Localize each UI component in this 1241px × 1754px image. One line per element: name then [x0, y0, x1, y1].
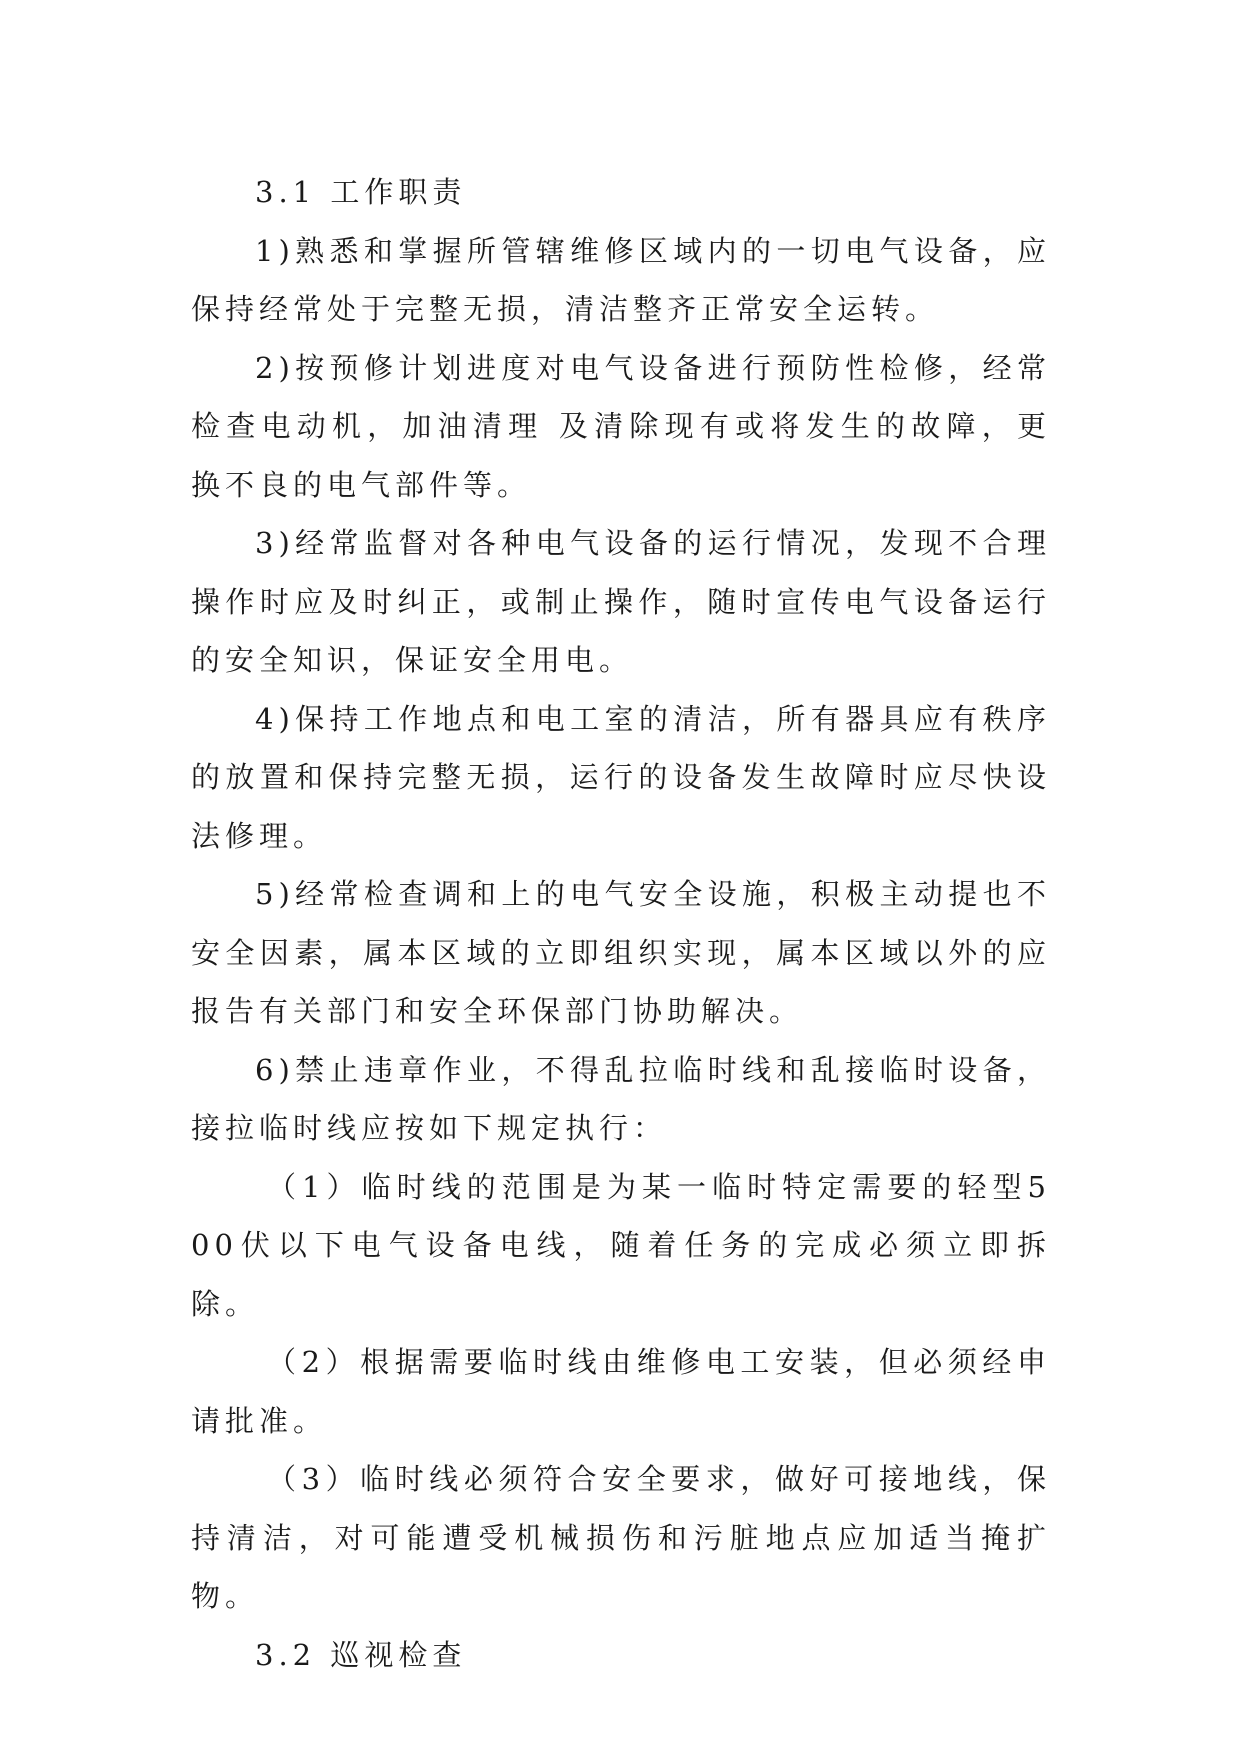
duty-item-2: 2)按预修计划进度对电气设备进行预防性检修，经常检查电动机，加油清理 及清除现有或将发生的故障，更换不良的电气部件等。 [191, 350, 1051, 502]
temp-line-rule-3: （3）临时线必须符合安全要求，做好可接地线，保持清洁，对可能遭受机械损伤和污脏地点应加适当掩扩物。 [191, 1462, 1051, 1613]
section-heading-3-2: 3.2 巡视检查 [255, 1637, 467, 1672]
duty-item-4: 4)保持工作地点和电工室的清洁，所有器具应有秩序的放置和保持完整无损，运行的设备发生故障时应尽快设法修理。 [191, 701, 1051, 853]
section-heading-3-1: 3.1 工作职责 [255, 175, 467, 209]
duty-item-5: 5)经常检查调和上的电气安全设施，积极主动提也不安全因素，属本区域的立即组织实现，属本区域以外的应报告有关部门和安全环保部门协助解决。 [191, 877, 1051, 1028]
duty-item-1: 1)熟悉和掌握所管辖维修区域内的一切电气设备，应保持经常处于完整无损，清洁整齐正常安全运转。 [191, 233, 1051, 326]
duty-item-3: 3)经常监督对各种电气设备的运行情况，发现不合理操作时应及时纠正，或制止操作，随时宣传电气设备运行的安全知识，保证安全用电。 [191, 526, 1051, 677]
duty-item-6: 6)禁止违章作业，不得乱拉临时线和乱接临时设备，接拉临时线应按如下规定执行： [191, 1052, 1051, 1145]
temp-line-rule-1: （1）临时线的范围是为某一临时特定需要的轻型500伏以下电气设备电线，随着任务的完成必须立即拆除。 [191, 1169, 1051, 1321]
temp-line-rule-2: （2）根据需要临时线由维修电工安装，但必须经申请批准。 [191, 1345, 1051, 1438]
document-body [191, 163, 1051, 1684]
